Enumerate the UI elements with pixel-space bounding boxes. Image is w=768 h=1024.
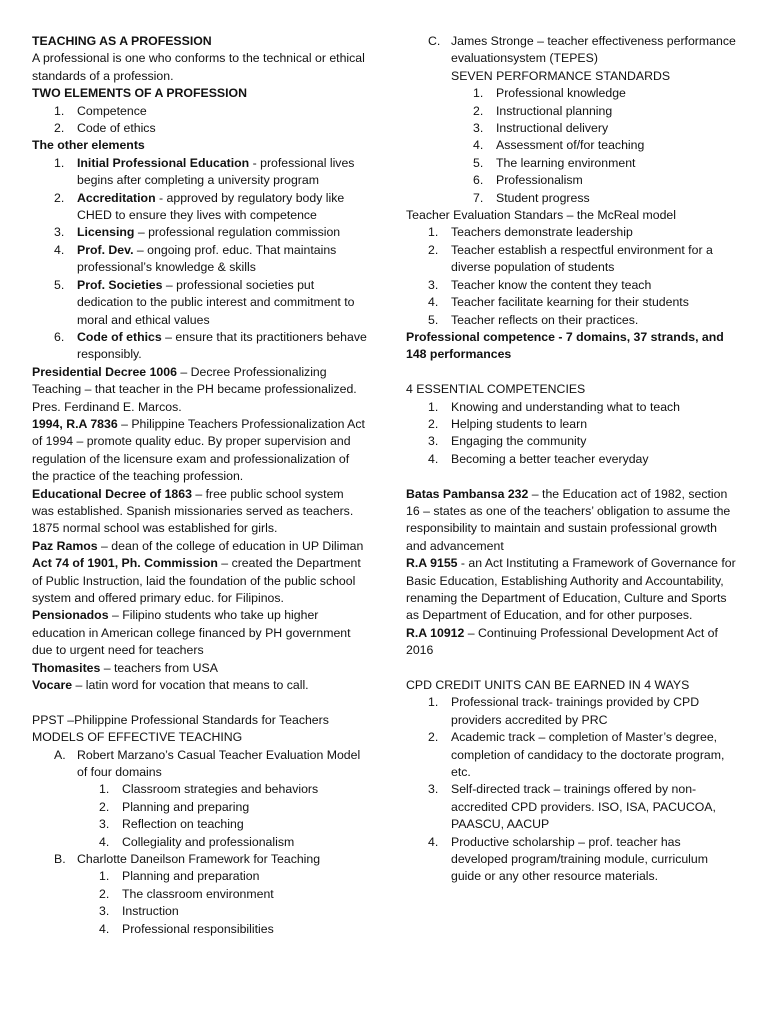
performance-standards-list bbox=[451, 85, 736, 207]
heading-other-elements: The other elements bbox=[32, 138, 145, 153]
list-item: 6. Code of ethics – ensure that its practitioners behave responsibly. bbox=[54, 329, 367, 362]
heading-models: MODELS OF EFFECTIVE TEACHING bbox=[32, 730, 243, 745]
list-item: 2. Helping students to learn bbox=[428, 416, 588, 431]
law-entry: R.A 10912 – Continuing Professional Development Act of 2016 bbox=[406, 625, 718, 658]
list-item: 4. Assessment of/for teaching bbox=[473, 138, 645, 153]
list-item: 1. Planning and preparation bbox=[99, 869, 260, 884]
list-item: 4. Teacher facilitate kearning for their students bbox=[428, 295, 689, 310]
model-c-subtitle: SEVEN PERFORMANCE STANDARDS bbox=[451, 68, 671, 83]
list-item: 3. Licensing – professional regulation commission bbox=[54, 225, 341, 240]
essential-competencies-list bbox=[406, 399, 736, 469]
law-entry: Thomasites – teachers from USA bbox=[32, 660, 218, 675]
model-a: A. Robert Marzano’s Casual Teacher Evaluation Model of four domains 1. Classroom strategies and behaviors 2. Planning and preparing 3. Reflection on teaching 4. Collegiality and professionalism bbox=[32, 747, 368, 851]
list-item: 2. Academic track – completion of Master’s degree, completion of candidacy to the doctorate program, etc. bbox=[428, 730, 725, 780]
law-entry: R.A 9155 - an Act Instituting a Framework of Governance for Basic Education, Establishing Authority and Accountability, renaming the Department of Education, Culture and Sports as Department of Education, and for other purposes. bbox=[406, 556, 736, 623]
list-item: 2. Teacher establish a respectful environment for a diverse population of students bbox=[428, 242, 713, 275]
ppst-line: PPST –Philippine Professional Standards for Teachers bbox=[32, 712, 329, 727]
model-c: C. James Stronge – teacher effectiveness performance evaluationsystem (TEPES) SEVEN PERFORMANCE STANDARDS 1. Professional knowledge 2. Instructional planning 3. Instructional delivery 4. Assessment of/for teaching 5. The learning environment 6. Professionalism 7. Student progress bbox=[406, 33, 736, 207]
law-entry: Batas Pambansa 232 – the Education act of 1982, section 16 – states as one of the teachers’ obligation to assume the responsibility to maintain and sustain professional growth and advancement bbox=[406, 486, 731, 553]
list-item: 4. Becoming a better teacher everyday bbox=[428, 451, 649, 466]
list-item: 4. Professional responsibilities bbox=[99, 921, 274, 936]
list-item: 5. The learning environment bbox=[473, 155, 636, 170]
list-item: 1. Professional knowledge bbox=[473, 86, 626, 101]
list-item: 3. Instruction bbox=[99, 904, 179, 919]
heading-mcreal: Teacher Evaluation Standars – the McReal model bbox=[406, 208, 676, 223]
right-column bbox=[406, 33, 736, 886]
list-item: 4. Collegiality and professionalism bbox=[99, 834, 295, 849]
two-elements-list bbox=[32, 103, 368, 138]
list-item: 1. Initial Professional Education - professional lives begins after completing a university program bbox=[54, 155, 355, 188]
list-item: 5. Teacher reflects on their practices. bbox=[428, 312, 639, 327]
list-item: 1. Professional track- trainings provided by CPD providers accredited by PRC bbox=[428, 695, 700, 727]
list-item: 3. Engaging the community bbox=[428, 434, 587, 449]
list-item: 3. Reflection on teaching bbox=[99, 817, 244, 832]
list-item: 1. Classroom strategies and behaviors bbox=[99, 782, 319, 797]
law-entry: Vocare – latin word for vocation that means to call. bbox=[32, 678, 309, 693]
model-c-list bbox=[406, 33, 736, 207]
other-elements-list bbox=[32, 155, 368, 364]
list-item: 6. Professionalism bbox=[473, 173, 583, 188]
model-b: B. Charlotte Daneilson Framework for Teaching 1. Planning and preparation 2. The classroom environment 3. Instruction 4. Professional responsibilities bbox=[32, 851, 368, 938]
law-entry: Pensionados – Filipino students who take up higher education in American college financed by PH government due to urgent need for teachers bbox=[32, 608, 351, 658]
heading-essential-competencies: 4 ESSENTIAL COMPETENCIES bbox=[406, 382, 586, 397]
list-item: 7. Student progress bbox=[473, 190, 590, 205]
mcreal-list bbox=[406, 224, 736, 328]
law-entry: Educational Decree of 1863 – free public school system was established. Spanish missionaries served as teachers. 1875 normal school was established for girls. bbox=[32, 486, 354, 536]
professional-competence: Professional competence - 7 domains, 37 strands, and 148 performances bbox=[406, 329, 724, 362]
model-b-domains bbox=[77, 868, 368, 938]
law-entry: 1994, R.A 7836 – Philippine Teachers Professionalization Act of 1994 – promote quality educ. By proper supervision and regulation of the licensure exam and professionalization of the practice of the teaching profession. bbox=[32, 416, 365, 484]
left-column bbox=[32, 33, 368, 938]
list-item: 1. Knowing and understanding what to teach bbox=[428, 399, 681, 414]
list-item: 2. Accreditation - approved by regulatory body like CHED to ensure they lives with competence bbox=[54, 190, 345, 223]
list-item: 1. Competence bbox=[54, 103, 147, 118]
heading-teaching-profession: TEACHING AS A PROFESSION bbox=[32, 34, 212, 48]
list-item: 5. Prof. Societies – professional societies put dedication to the public interest and commitment to moral and ethical values bbox=[54, 277, 355, 327]
list-item: 1. Teachers demonstrate leadership bbox=[428, 225, 633, 240]
heading-two-elements: TWO ELEMENTS OF A PROFESSION bbox=[32, 86, 247, 101]
list-item: 4. Prof. Dev. – ongoing prof. educ. That maintains professional’s knowledge & skills bbox=[54, 242, 337, 275]
list-item: 3. Self-directed track – trainings offered by non-accredited CPD providers. ISO, ISA, PACUCOA, PAASCU, AACUP bbox=[428, 782, 716, 832]
law-entry: Paz Ramos – dean of the college of education in UP Diliman bbox=[32, 538, 364, 553]
list-item: 2. The classroom environment bbox=[99, 886, 274, 901]
law-entry: Act 74 of 1901, Ph. Commission – created the Department of Public Instruction, laid the foundation of the public school system and offered primary educ. for Filipinos. bbox=[32, 556, 361, 605]
models-list bbox=[32, 747, 368, 938]
list-item: 2. Instructional planning bbox=[473, 103, 613, 118]
law-entry: Presidential Decree 1006 – Decree Professionalizing Teaching – that teacher in the PH became professionalized. Pres. Ferdinand E. Marcos. bbox=[32, 364, 357, 414]
list-item: 3. Instructional delivery bbox=[473, 121, 609, 136]
professional-definition: A professional is one who conforms to the technical or ethical standards of a profession. bbox=[32, 51, 365, 83]
list-item: 2. Planning and preparing bbox=[99, 799, 250, 814]
list-item: 3. Teacher know the content they teach bbox=[428, 277, 652, 292]
list-item: 4. Productive scholarship – prof. teacher has developed program/training module, curriculum guide or any other resource materials. bbox=[428, 834, 708, 884]
heading-cpd: CPD CREDIT UNITS CAN BE EARNED IN 4 WAYS bbox=[406, 677, 690, 692]
cpd-list bbox=[406, 694, 736, 885]
list-item: 2. Code of ethics bbox=[54, 121, 156, 136]
model-a-domains bbox=[77, 781, 368, 851]
